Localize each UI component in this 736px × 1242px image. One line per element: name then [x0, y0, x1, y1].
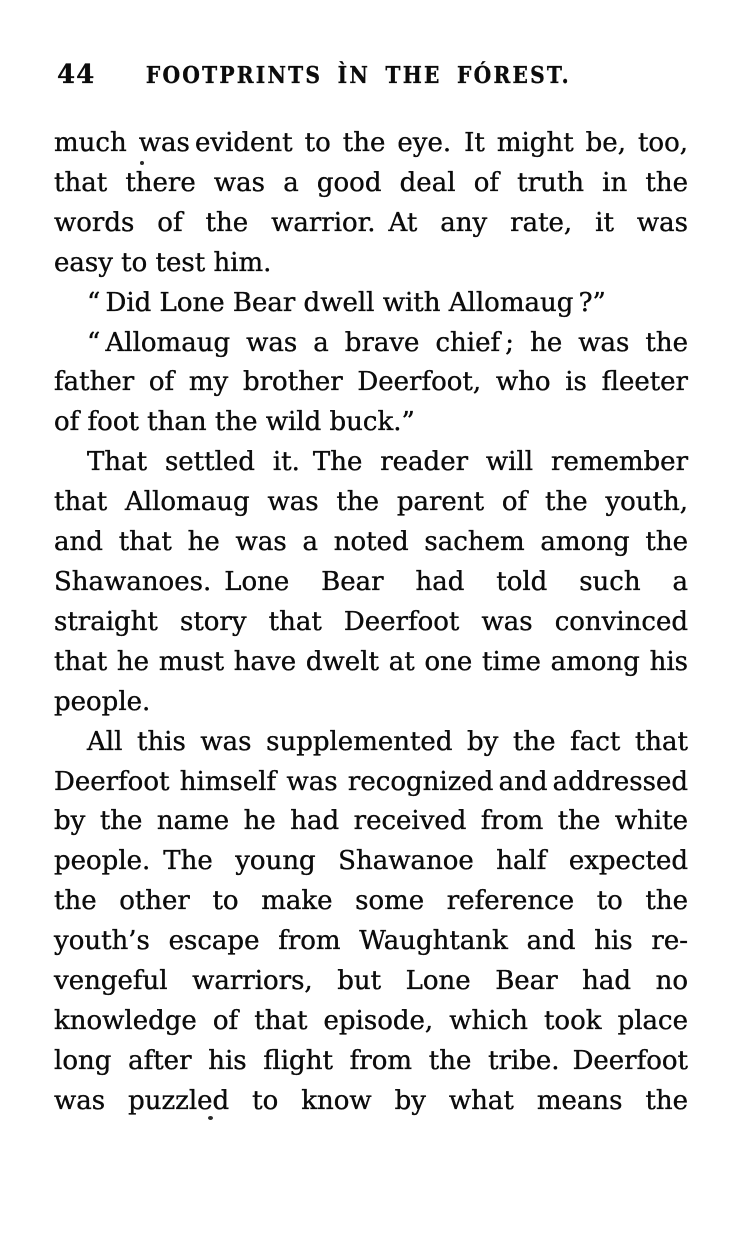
page-header — [0, 0, 736, 100]
text-line: of foot than the wild buck.” — [54, 407, 415, 438]
text-line: youth’s escape from Waughtank and his re- — [54, 926, 688, 957]
text-line: and that he was a noted sachem among the — [54, 527, 688, 558]
paragraph — [54, 284, 688, 324]
running-title: FOOTPRINTS ÌN THE FÓREST. — [145, 62, 571, 89]
text-line: “ Did Lone Bear dwell with Allomaug ?” — [87, 287, 606, 318]
paragraph — [54, 324, 688, 444]
text-line: by the name he had received from the white — [54, 806, 688, 837]
ink-speck — [208, 1116, 213, 1120]
paragraph — [54, 723, 688, 1122]
text-line: long after his flight from the tribe. Deerfoot — [54, 1045, 688, 1076]
ink-speck — [140, 161, 144, 165]
text-line: that there was a good deal of truth in the — [54, 167, 688, 198]
text-line: straight story that Deerfoot was convinced — [54, 606, 688, 637]
text-line: “ Allomaug was a brave chief ; he was the — [87, 327, 688, 358]
text-line: father of my brother Deerfoot, who is fleeter — [54, 367, 688, 398]
text-line: that Allomaug was the parent of the youth, — [54, 487, 688, 518]
text-line: That settled it. The reader will remember — [87, 447, 688, 478]
text-line: Deerfoot himself was recognized and addressed — [54, 766, 688, 797]
text-line: easy to test him. — [54, 247, 272, 278]
paragraph — [54, 124, 688, 284]
text-line: that he must have dwelt at one time among his — [54, 646, 688, 677]
text-line: words of the warrior. At any rate, it was — [54, 207, 688, 238]
text-line: people. — [54, 686, 151, 717]
page-number: 44 — [57, 60, 96, 90]
text-line: much was evident to the eye. It might be, too, — [54, 128, 688, 158]
text-line: knowledge of that episode, which took place — [54, 1005, 688, 1036]
paragraph — [54, 443, 688, 722]
text-line: Shawanoes. Lone Bear had told such a — [54, 566, 688, 597]
text-line: people. The young Shawanoe half expected — [54, 846, 688, 877]
text-line: was puzzled to know by what means the — [54, 1085, 688, 1116]
text-line: the other to make some reference to the — [54, 886, 688, 917]
text-line: All this was supplemented by the fact that — [87, 726, 688, 757]
text-line: vengeful warriors, but Lone Bear had no — [54, 966, 688, 997]
text-block — [54, 124, 688, 1122]
